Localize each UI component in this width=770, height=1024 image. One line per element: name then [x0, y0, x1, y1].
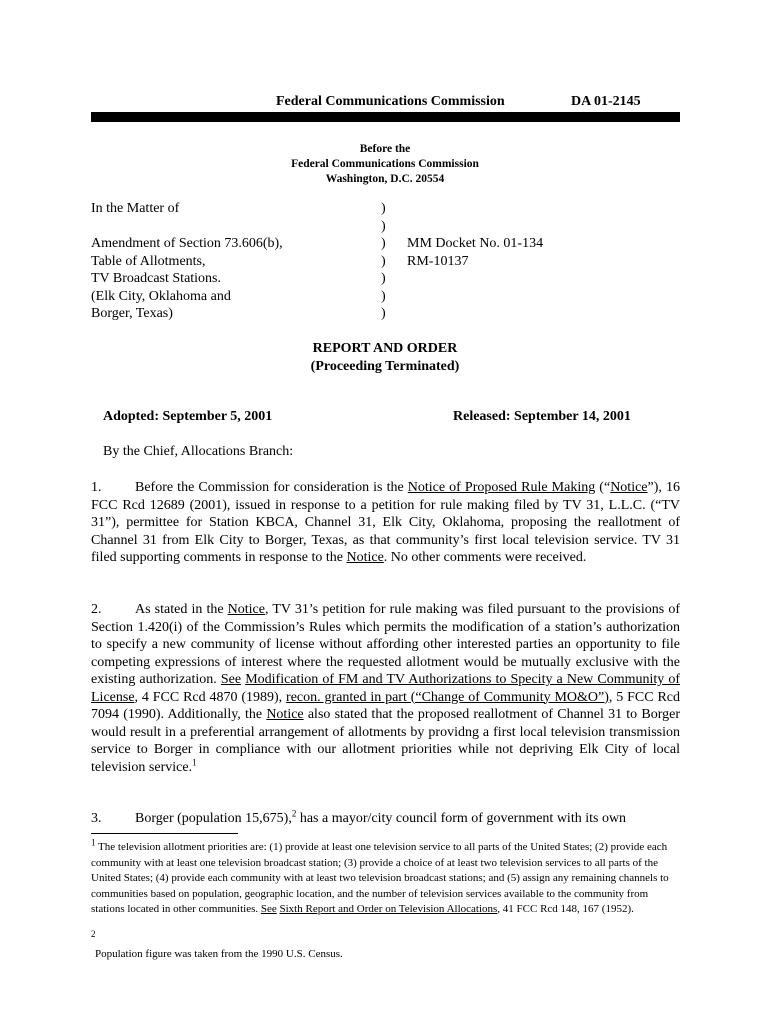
text-run: , TV 31’s petition for rule making was filed pursuant to the provisions of Section 1.420(i) of the Commission’s Rules which permits the modification of a station’s authorization to specify a new community of license without affording other interested parties an opportunity to file competing expressions of interest where the requested allotment would be mutually exclusive with the existing authorization. [91, 602, 680, 687]
document-title [0, 340, 770, 376]
paragraph-1 [91, 479, 680, 567]
caption-docket [407, 235, 543, 270]
citation-link: Notice [346, 550, 384, 565]
paren: ) [381, 253, 386, 269]
caption-line: (Elk City, Oklahoma and [91, 288, 231, 304]
text-run: , 41 FCC Rcd 148, 167 (1952). [497, 903, 634, 915]
before-block [0, 142, 770, 187]
citation-link: Notice of Proposed Rule Making [407, 480, 596, 495]
paren: ) [381, 288, 386, 304]
citation-link: See [260, 903, 277, 915]
caption-line: Borger, Texas) [91, 306, 173, 321]
citation-link: Notice [610, 480, 648, 495]
caption-matter [91, 200, 283, 323]
mm-docket-number: MM Docket No. 01-134 [407, 236, 544, 251]
by-line: By the Chief, Allocations Branch: [103, 444, 294, 459]
before-location: Washington, D.C. 20554 [325, 173, 445, 185]
header-agency: Federal Communications Commission [276, 94, 505, 109]
caption-line [91, 218, 283, 236]
citation-link: See [220, 672, 242, 687]
footnote-1 [91, 837, 680, 918]
paragraph-number: 2. [91, 602, 102, 617]
footnote-ref: 1 [192, 756, 197, 767]
text-run: As stated in the [135, 602, 228, 617]
text-run: also stated that the proposed reallotment of Channel 31 to Borger would result in a preferential arrangement of allotments by providng a first local television transmission service to Borger in compliance with our allotment priorities while not depriving Elk City of local television service. [91, 707, 680, 775]
paragraph-3 [91, 810, 680, 828]
citation-link: Notice [266, 707, 304, 722]
paren: ) [381, 271, 386, 286]
caption-line: TV Broadcast Stations. [91, 271, 222, 286]
title-main: REPORT AND ORDER [312, 341, 458, 356]
paren: ) [381, 236, 386, 251]
paragraph-2 [91, 601, 680, 776]
text-run: . No other comments were received. [383, 550, 587, 565]
footnote-mark: 1 [91, 837, 96, 848]
text-run: The television allotment priorities are: (1) provide at least one television service to all parts of the United States; (2) provide each community with at least one television broadcast station; (3) provide a choice of at least two television services to all parts of the United States; (4) provide each community with at least two television broadcast stations; and (5) assign any remaining channels to communities based on population, geographic location, and the number of television services available to the community from stations located in other communities. [91, 841, 669, 915]
text-run: ”), 16 FCC Rcd 12689 (2001), issued in response to a petition for rule making filed by TV 31, L.L.C. (“TV 31”), permittee for Station KBCA, Channel 31, Elk City, Oklahoma, proposing the reallotment of Channel 31 from Elk City to Borger, Texas, as that community’s first local television service. TV 31 filed supporting comments in response to the [91, 480, 680, 565]
caption-line: Amendment of Section 73.606(b), [91, 236, 283, 251]
citation-link: Modification of FM and TV Authorizations to Specity a New Community of License [91, 672, 681, 705]
before-agency: Federal Communications Commission [291, 158, 479, 170]
citation-link: Notice [227, 602, 265, 617]
paren: ) [381, 201, 386, 216]
adopted-date: Adopted: September 5, 2001 [103, 409, 273, 424]
text-run: Before the Commission for consideration is the [135, 480, 408, 495]
text-run: (“ [595, 480, 611, 495]
footnote-2: Population figure was taken from the 1990 U.S. Census. [95, 948, 343, 960]
citation-link: Sixth Report and Order on Television Allocations [279, 903, 498, 915]
caption-line: Table of Allotments, [91, 253, 206, 269]
title-sub: (Proceeding Terminated) [310, 359, 460, 374]
paragraph-number: 1. [91, 480, 102, 495]
text-run: , 4 FCC Rcd 4870 (1989), [134, 689, 287, 705]
text-run: has a mayor/city council form of government with its own [296, 811, 627, 826]
citation-link: recon. granted in part (“Change of Community MO&O”) [286, 689, 609, 705]
rm-number: RM-10137 [407, 253, 469, 269]
caption-parentheses [381, 200, 386, 323]
header-docket-number: DA 01-2145 [571, 94, 641, 109]
text-run: Borger (population 15,675), [135, 811, 292, 826]
text-run: , 5 FCC Rcd 7094 (1990). Additionally, the [91, 689, 680, 722]
paragraph-number: 3. [91, 811, 102, 826]
before-line: Before the [359, 143, 411, 155]
paren: ) [381, 218, 386, 234]
footnote-2-mark: 2 [91, 929, 96, 939]
released-date: Released: September 14, 2001 [453, 409, 631, 424]
footnote-separator [91, 833, 238, 834]
caption-line: In the Matter of [91, 201, 180, 216]
paren: ) [381, 306, 386, 321]
footnote-ref: 2 [291, 808, 297, 819]
header-rule [91, 112, 680, 122]
